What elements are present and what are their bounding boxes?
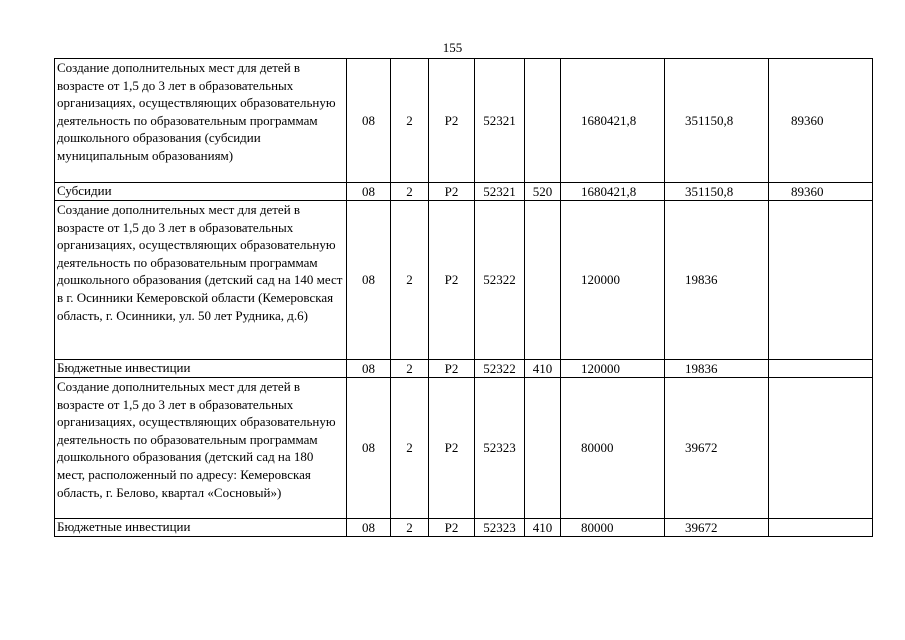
amount-1-cell: 80000 [561, 519, 665, 537]
subsection-cell: 2 [391, 201, 429, 360]
amount-2-cell: 39672 [665, 378, 769, 519]
expense-type-cell: 410 [525, 519, 561, 537]
table-row [55, 519, 873, 537]
row-name: Создание дополнительных мест для детей в возрасте от 1,5 до 3 лет в образовательных организациях, осуществляющих образовательную деятельность по образовательным программам дошкольного образования (детский сад на 180 мест, расположенный по адресу: Кемеровская область, г. Белово, квартал «Сосновый») [55, 378, 347, 519]
article-cell: 52322 [475, 201, 525, 360]
program-cell: P2 [429, 201, 475, 360]
amount-2-cell: 19836 [665, 360, 769, 378]
article-cell: 52321 [475, 59, 525, 183]
amount-3-cell [769, 360, 873, 378]
section-cell: 08 [347, 519, 391, 537]
program-cell: P2 [429, 519, 475, 537]
row-name: Бюджетные инвестиции [55, 519, 347, 537]
table-row [55, 183, 873, 201]
program-cell: P2 [429, 378, 475, 519]
table-row [55, 201, 873, 360]
amount-1-cell: 120000 [561, 201, 665, 360]
page-number: 155 [442, 40, 463, 55]
article-cell: 52321 [475, 183, 525, 201]
article-cell: 52323 [475, 378, 525, 519]
row-name: Создание дополнительных мест для детей в возрасте от 1,5 до 3 лет в образовательных организациях, осуществляющих образовательную деятельность по образовательным программам дошкольного образования (детский сад на 140 мест в г. Осинники Кемеровской области (Кемеровская область, г. Осинники, ул. 50 лет Рудника, д.6) [55, 201, 347, 360]
section-cell: 08 [347, 378, 391, 519]
amount-1-cell: 80000 [561, 378, 665, 519]
amount-2-cell: 19836 [665, 201, 769, 360]
amount-3-cell: 89360 [769, 59, 873, 183]
program-cell: P2 [429, 183, 475, 201]
article-cell: 52322 [475, 360, 525, 378]
expense-type-cell: 410 [525, 360, 561, 378]
amount-1-cell: 120000 [561, 360, 665, 378]
subsection-cell: 2 [391, 519, 429, 537]
expense-type-cell [525, 59, 561, 183]
program-cell: P2 [429, 59, 475, 183]
amount-1-cell: 1680421,8 [561, 183, 665, 201]
section-cell: 08 [347, 183, 391, 201]
row-name: Создание дополнительных мест для детей в возрасте от 1,5 до 3 лет в образовательных организациях, осуществляющих образовательную деятельность по образовательным программам дошкольного образования (субсидии муниципальным образованиям) [55, 59, 347, 183]
subsection-cell: 2 [391, 378, 429, 519]
subsection-cell: 2 [391, 360, 429, 378]
table-row [55, 59, 873, 183]
amount-2-cell: 351150,8 [665, 183, 769, 201]
program-cell: P2 [429, 360, 475, 378]
table-row [55, 378, 873, 519]
section-cell: 08 [347, 201, 391, 360]
row-name: Субсидии [55, 183, 347, 201]
subsection-cell: 2 [391, 183, 429, 201]
amount-1-cell: 1680421,8 [561, 59, 665, 183]
amount-2-cell: 351150,8 [665, 59, 769, 183]
expense-type-cell [525, 201, 561, 360]
row-name: Бюджетные инвестиции [55, 360, 347, 378]
expense-type-cell [525, 378, 561, 519]
table-row [55, 360, 873, 378]
expense-type-cell: 520 [525, 183, 561, 201]
amount-3-cell: 89360 [769, 183, 873, 201]
article-cell: 52323 [475, 519, 525, 537]
section-cell: 08 [347, 360, 391, 378]
subsection-cell: 2 [391, 59, 429, 183]
amount-2-cell: 39672 [665, 519, 769, 537]
amount-3-cell [769, 378, 873, 519]
amount-3-cell [769, 519, 873, 537]
budget-table [54, 58, 873, 537]
amount-3-cell [769, 201, 873, 360]
section-cell: 08 [347, 59, 391, 183]
